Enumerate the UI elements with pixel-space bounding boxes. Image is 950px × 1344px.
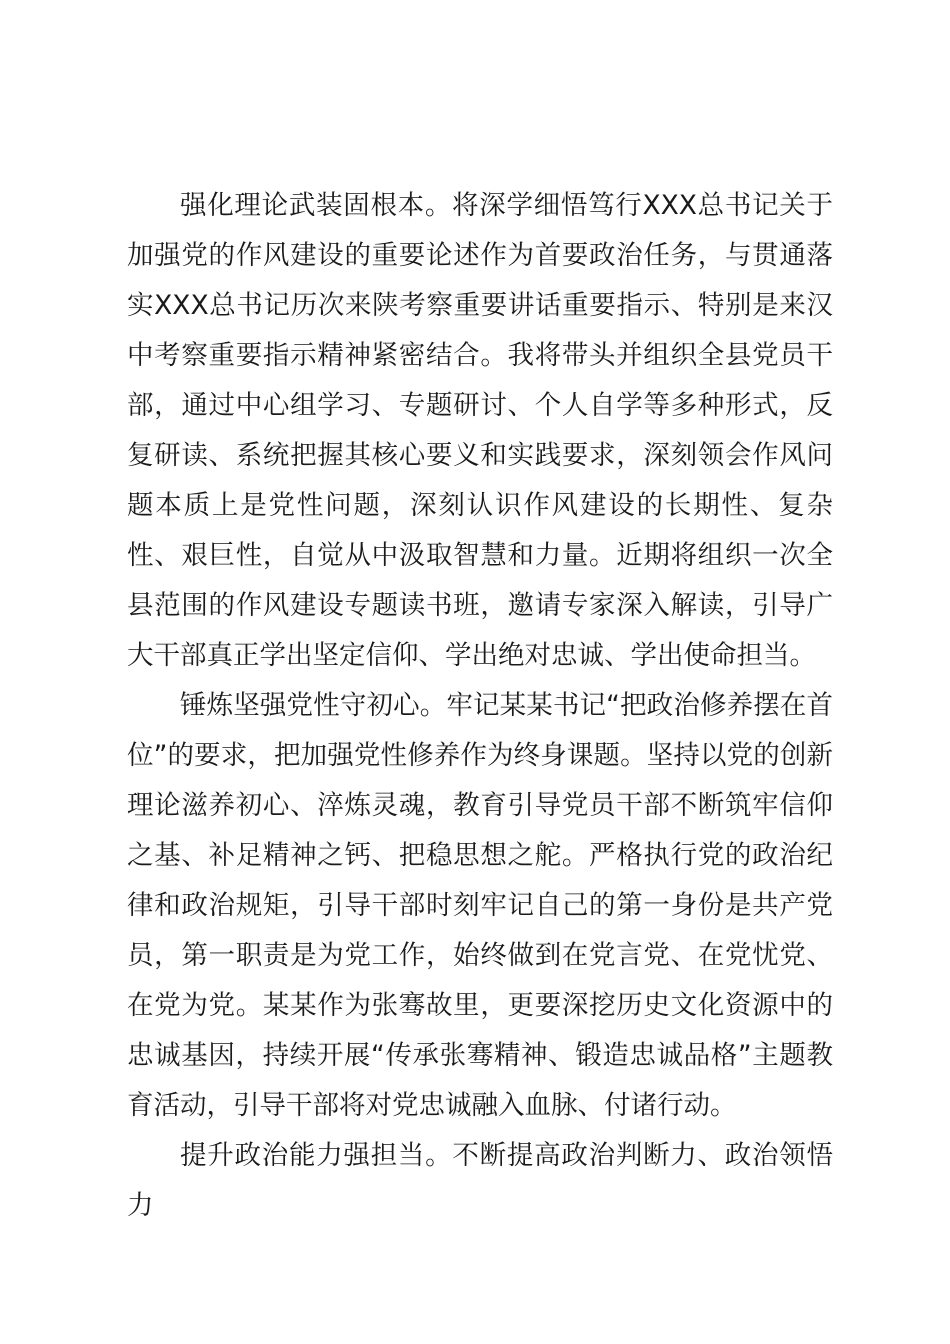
paragraph-political-ability: 提升政治能力强担当。不断提高政治判断力、政治领悟力 [127, 1140, 833, 1221]
paragraph-party-spirit: 锤炼坚强党性守初心。牢记某某书记“把政治修养摆在首位”的要求，把加强党性修养作为终身课题。坚持以党的创新理论滋养初心、淬炼灵魂，教育引导党员干部不断筑牢信仰之基、补足精神之钙、把稳思想之舵。严格执行党的政治纪律和政治规矩，引导干部时刻牢记自己的第一身份是共产党员，第一职责是为党工作，始终做到在党言党、在党忧党、在党为党。某某作为张骞故里，更要深挖历史文化资源中的忠诚基因，持续开展“传承张骞精神、锻造忠诚品格”主题教育活动，引导干部将对党忠诚融入血脉、付诸行动。 [127, 690, 833, 1121]
paragraph-theory: 强化理论武装固根本。将深学细悟笃行XXX总书记关于加强党的作风建设的重要论述作为首要政治任务，与贯通落实XXX总书记历次来陕考察重要讲话重要指示、特别是来汉中考察重要指示精神紧密结合。我将带头并组织全县党员干部，通过中心组学习、专题研讨、个人自学等多种形式，反复研读、系统把握其核心要义和实践要求，深刻领会作风问题本质上是党性问题，深刻认识作风建设的长期性、复杂性、艰巨性，自觉从中汲取智慧和力量。近期将组织一次全县范围的作风建设专题读书班，邀请专家深入解读，引导广大干部真正学出坚定信仰、学出绝对忠诚、学出使命担当。 [127, 190, 833, 671]
document-body [127, 181, 833, 1231]
